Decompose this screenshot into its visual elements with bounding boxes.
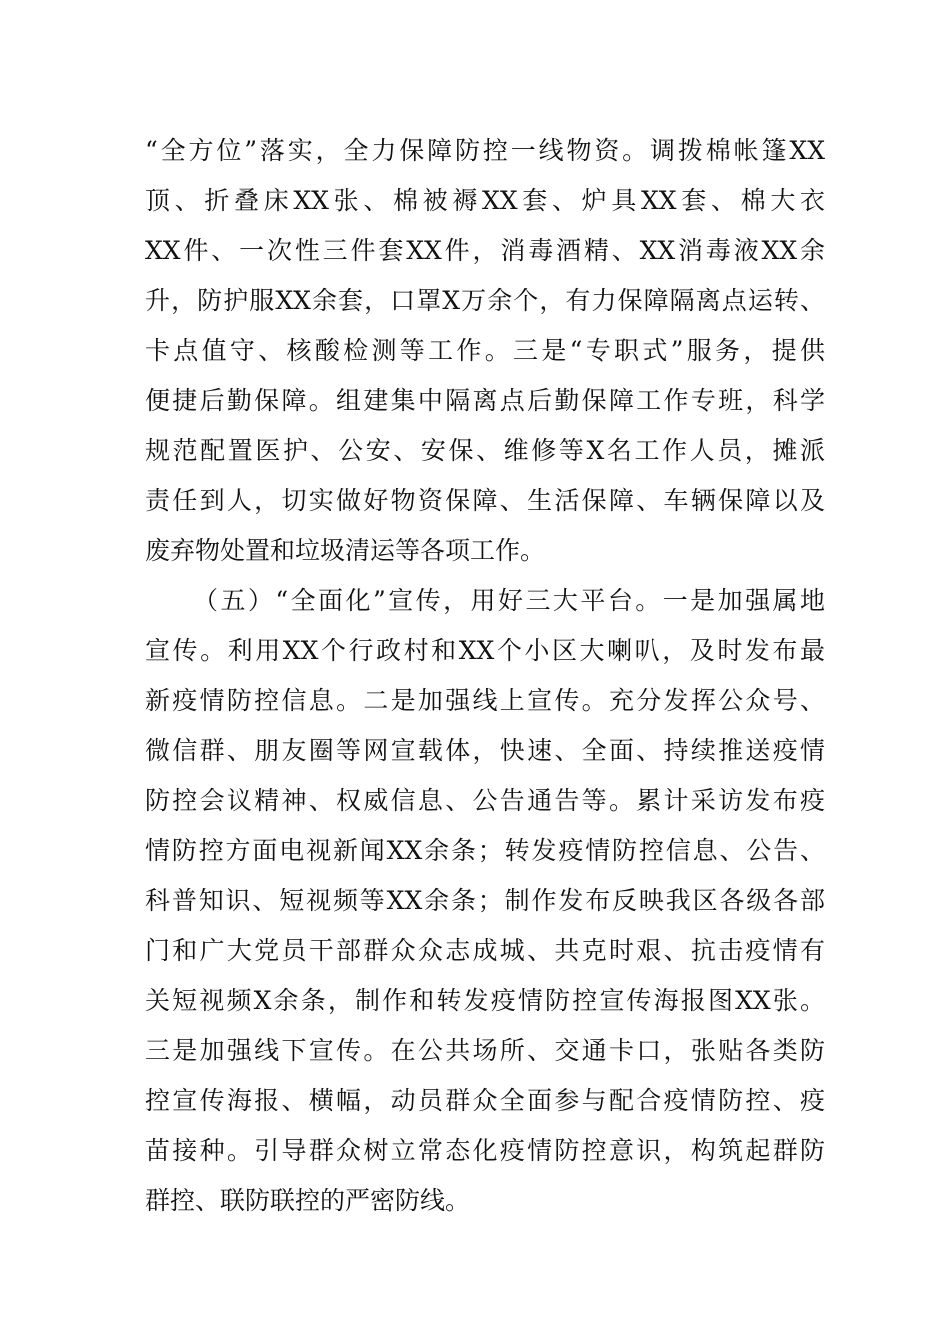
text-line-1: “全方位”落实，全力保障防控一线物资。调拨棉帐篷XX	[145, 136, 825, 165]
text-line-11: 宣传。利用XX个行政村和XX个小区大喇叭，及时发布最	[145, 636, 825, 665]
text-line-9: 废弃物处置和垃圾清运等各项工作。	[145, 536, 546, 565]
text-line-15: 情防控方面电视新闻XX余条；转发疫情防控信息、公告、	[145, 836, 825, 865]
text-line-18: 关短视频X余条，制作和转发疫情防控宣传海报图XX张。	[145, 986, 825, 1015]
text-line-4: 升，防护服XX余套，口罩X万余个，有力保障隔离点运转、	[145, 286, 825, 315]
text-line-13: 微信群、朋友圈等网宣载体，快速、全面、持续推送疫情	[145, 736, 825, 765]
text-line-20: 控宣传海报、横幅，动员群众全面参与配合疫情防控、疫	[145, 1086, 825, 1115]
text-line-14: 防控会议精神、权威信息、公告通告等。累计采访发布疫	[145, 786, 825, 815]
text-line-5: 卡点值守、核酸检测等工作。三是“专职式”服务，提供	[145, 336, 825, 365]
text-line-8: 责任到人，切实做好物资保障、生活保障、车辆保障以及	[145, 486, 825, 515]
text-line-7: 规范配置医护、公安、安保、维修等X名工作人员，摊派	[145, 436, 825, 465]
text-line-22: 群控、联防联控的严密防线。	[145, 1186, 471, 1215]
text-line-2: 顶、折叠床XX张、棉被褥XX套、炉具XX套、棉大衣	[145, 186, 825, 215]
text-line-3: XX件、一次性三件套XX件，消毒酒精、XX消毒液XX余	[145, 236, 825, 265]
text-line-19: 三是加强线下宣传。在公共场所、交通卡口，张贴各类防	[145, 1036, 825, 1065]
text-line-17: 门和广大党员干部群众众志成城、共克时艰、抗击疫情有	[145, 936, 825, 965]
section-heading-line: （五）“全面化”宣传，用好三大平台。一是加强属地	[193, 586, 825, 615]
text-line-12: 新疫情防控信息。二是加强线上宣传。充分发挥公众号、	[145, 686, 825, 715]
text-line-21: 苗接种。引导群众树立常态化疫情防控意识，构筑起群防	[145, 1136, 825, 1165]
text-line-6: 便捷后勤保障。组建集中隔离点后勤保障工作专班，科学	[145, 386, 825, 415]
text-line-16: 科普知识、短视频等XX余条；制作发布反映我区各级各部	[145, 886, 825, 915]
body-text	[145, 126, 825, 1226]
